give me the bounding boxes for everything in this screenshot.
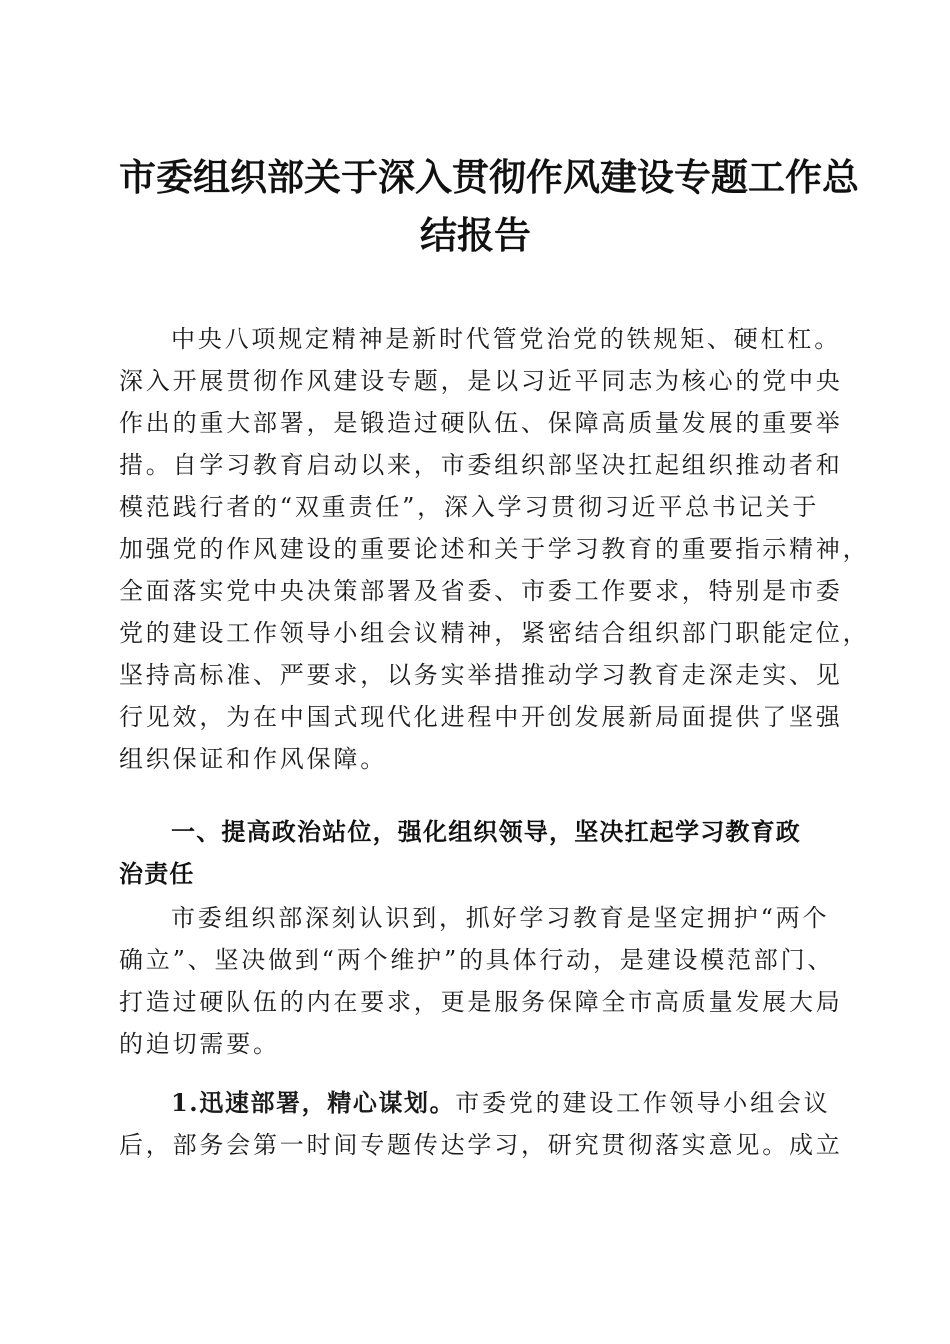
item-1-text: 市委党的建设工作领导小组会议: [455, 1089, 831, 1117]
intro-line: 全面落实党中央决策部署及省委、市委工作要求，特别是市委: [119, 577, 843, 605]
intro-line: 组织保证和作风保障。: [119, 745, 387, 773]
item-1-lead: 1.迅速部署，精心谋划。: [171, 1088, 456, 1117]
intro-line: 中央八项规定精神是新时代管党治党的铁规矩、硬杠杠。: [171, 325, 841, 353]
section-1-paragraph: [119, 897, 843, 1065]
title-line-2: 结报告: [420, 213, 531, 257]
section-line: 的迫切需要。: [119, 1030, 280, 1058]
section-line: 确立”、坚决做到“两个维护”的具体行动，是建设模范部门、: [119, 946, 835, 974]
item-1-line-2: 后，部务会第一时间专题传达学习，研究贯彻落实意见。成立: [119, 1131, 843, 1159]
intro-line: 坚持高标准、严要求，以务实举措推动学习教育走深走实、见: [119, 661, 843, 689]
intro-line: 深入开展贯彻作风建设专题，是以习近平同志为核心的党中央: [119, 367, 843, 395]
document-title: [119, 148, 859, 264]
section-1-heading: [119, 811, 832, 895]
section-heading-line: 一、提高政治站位，强化组织领导，坚决扛起学习教育政: [171, 818, 801, 846]
intro-paragraph: [119, 318, 870, 780]
intro-line: 措。自学习教育启动以来，市委组织部坚决扛起组织推动者和: [119, 451, 843, 479]
intro-line: 行见效，为在中国式现代化进程中开创发展新局面提供了坚强: [119, 703, 843, 731]
item-1-line-1: [119, 1082, 832, 1124]
intro-line: 作出的重大部署，是锻造过硬队伍、保障高质量发展的重要举: [119, 409, 843, 437]
intro-line: 党的建设工作领导小组会议精神，紧密结合组织部门职能定位，: [119, 619, 870, 647]
intro-line: 加强党的作风建设的重要论述和关于学习教育的重要指示精神，: [119, 535, 870, 563]
section-heading-line: 治责任: [119, 860, 195, 888]
intro-line: 模范践行者的“双重责任”，深入学习贯彻习近平总书记关于: [119, 493, 820, 521]
item-1-paragraph: [119, 1082, 843, 1166]
title-line-1: 市委组织部关于深入贯彻作风建设专题工作总: [119, 155, 859, 199]
section-line: 市委组织部深刻认识到，抓好学习教育是坚定拥护“两个: [171, 904, 830, 932]
section-line: 打造过硬队伍的内在要求，更是服务保障全市高质量发展大局: [119, 988, 843, 1016]
